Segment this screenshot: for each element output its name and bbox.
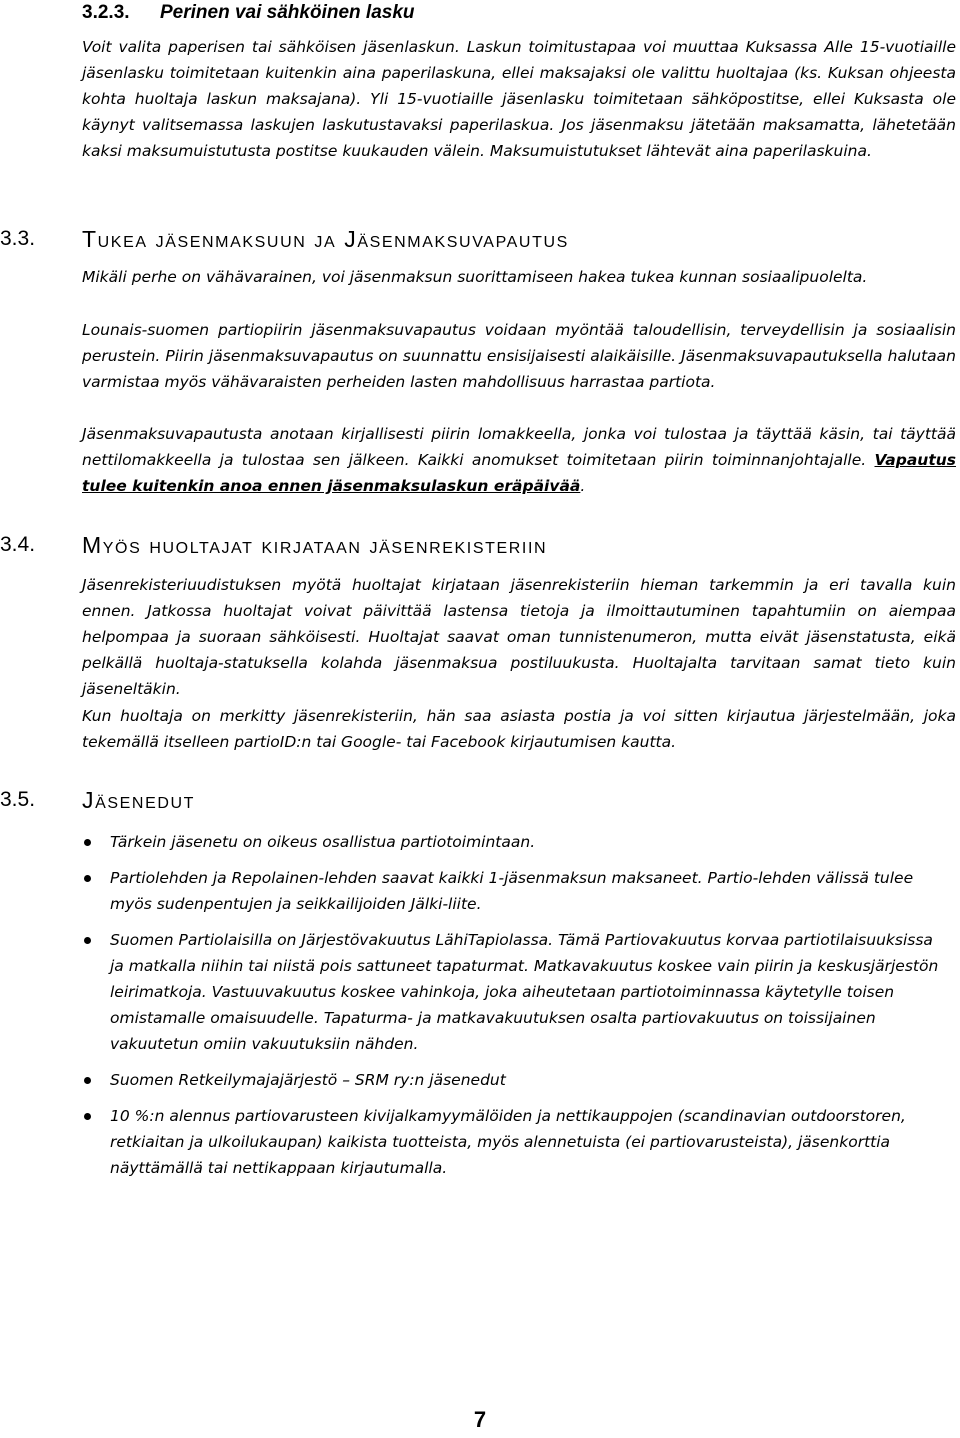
- support-paragraph: Mikäli perhe on vähävarainen, voi jäsenmaksun suorittamiseen hakea tukea kunnan sosiaalipuolelta.: [82, 268, 868, 286]
- section-title: Tukea jäsenmaksuun ja Jäsenmaksuvapautus: [82, 226, 569, 252]
- member-benefits-list: [82, 829, 942, 1191]
- subsection-heading-3-2-3: [82, 0, 415, 26]
- section-heading-3-5: [0, 783, 960, 817]
- section-title: Jäsenedut: [82, 787, 196, 813]
- page-number: 7: [473, 1407, 487, 1432]
- invoice-paragraph: Voit valita paperisen tai sähköisen jäsenlaskun. Laskun toimitustapaa voi muuttaa Kuksassa Alle 15-vuotiaille jäsenlasku toimitetaan kuitenkin aina paperilaskuna, ellei maksajaksi ole valittu huoltajaa (ks. Kuksan ohjeesta kohta huoltaja laskun maksajana). Yli 15-vuotiaille jäsenlasku toimitetaan sähköpostitse, ellei Kuksasta ole käynyt valitsemassa laskujen laskutustavaksi paperilaskua. Jos jäsenmaksu jätetään maksamatta, lähetetään kaksi maksumuistutusta postitse kuukauden välein. Maksumuistutukset lähtevät aina paperilaskuina.: [82, 38, 956, 160]
- section-number: 3.3.: [0, 227, 36, 250]
- application-text: Jäsenmaksuvapautusta anotaan kirjallisesti piirin lomakkeella, jonka voi tulostaa ja täyttää käsin, tai täyttää nettilomakkeella ja tulostaa sen jälkeen. Kaikki anomukset toimitetaan piirin toiminnanjohtajalle.: [82, 425, 956, 469]
- subsection-number: 3.2.3.: [82, 2, 130, 23]
- section-number: 3.4.: [0, 533, 36, 556]
- bullet-icon: [84, 839, 91, 846]
- list-item-text: Tärkein jäsenetu on oikeus osallistua partiotoimintaan.: [110, 833, 536, 851]
- list-item-text: Suomen Retkeilymajajärjestö – SRM ry:n jäsenedut: [110, 1071, 506, 1089]
- list-item-text: Suomen Partiolaisilla on Järjestövakuutus LähiTapiolassa. Tämä Partiovakuutus korvaa partiotilaisuuksissa ja matkalla niihin tai niistä pois sattuneet tapaturmat. Matkavakuutus koskee vain piirin ja keskusjärjestön leirimatkoja. Vastuuvakuutus koskee vahinkoja, joka aiheutetaan partiotoiminnassa käytetylle toisen omistamalle omaisuudelle. Tapaturma- ja matkavakuutuksen osalta partiovakuutus on toissijainen vakuutetun omiin vakuutuksiin nähden.: [110, 931, 939, 1053]
- bullet-icon: [84, 1077, 91, 1084]
- list-item: [82, 927, 942, 1057]
- list-item: [82, 829, 942, 855]
- list-item: [82, 865, 942, 917]
- guardian-login-paragraph: Kun huoltaja on merkitty jäsenrekisteriin, hän saa asiasta postia ja voi sitten kirjautua järjestelmään, joka tekemällä itselleen partioID:n tai Google- tai Facebook kirjautumisen kautta.: [82, 707, 956, 751]
- section-heading-3-4: [0, 528, 960, 562]
- section-heading-3-3: [0, 222, 960, 256]
- subsection-title: Perinen vai sähköinen lasku: [160, 2, 415, 23]
- bullet-icon: [84, 937, 91, 944]
- guardians-paragraph: Jäsenrekisteriuudistuksen myötä huoltajat kirjataan jäsenrekisteriin hieman tarkemmin ja eri tavalla kuin ennen. Jatkossa huoltajat voivat päivittää lastensa tietoja ja ilmoittautuminen tapahtumiin on aiempaa helpompaa ja suoraan sähköisesti. Huoltajat saavat oman tunnistenumeron, mutta eivät jäsenstatusta, eikä pelkällä huoltaja-statuksella kolahda jäsenmaksua postiluukusta. Huoltajalta tarvitaan samat tieto kuin jäseneltäkin.: [82, 576, 956, 698]
- list-item-text: Partiolehden ja Repolainen-lehden saavat kaikki 1-jäsenmaksun maksaneet. Partio-lehden välissä tulee myös sudenpentujen ja seikkailijoiden Jälki-liite.: [110, 869, 914, 913]
- bullet-icon: [84, 1113, 91, 1120]
- application-end: .: [580, 477, 586, 495]
- list-item-text: 10 %:n alennus partiovarusteen kivijalkamyymälöiden ja nettikauppojen (scandinavian outdoorstoren, retkiaitan ja ulkoilukaupan) kaikista tuotteista, myös alennetuista (ei partiovarusteista), jäsenkorttia näyttämällä tai nettikappaan kirjautumalla.: [110, 1107, 906, 1177]
- list-item: [82, 1067, 942, 1093]
- list-item: [82, 1103, 942, 1181]
- section-title: Myös huoltajat kirjataan jäsenrekisteriin: [82, 532, 548, 558]
- exemption-paragraph: Lounais-suomen partiopiirin jäsenmaksuvapautus voidaan myöntää taloudellisin, terveydellisin ja sosiaalisin perustein. Piirin jäsenmaksuvapautus on suunnattu ensisijaisesti alaikäisille. Jäsenmaksuvapautuksella halutaan varmistaa myös vähävaraisten perheiden lasten mahdollisuus harrastaa partiota.: [82, 321, 956, 391]
- bullet-icon: [84, 875, 91, 882]
- section-number: 3.5.: [0, 788, 36, 811]
- deadline-emphasis: Vapautus tulee kuitenkin anoa ennen jäsenmaksulaskun eräpäivää: [82, 451, 956, 495]
- application-paragraph: [82, 421, 956, 499]
